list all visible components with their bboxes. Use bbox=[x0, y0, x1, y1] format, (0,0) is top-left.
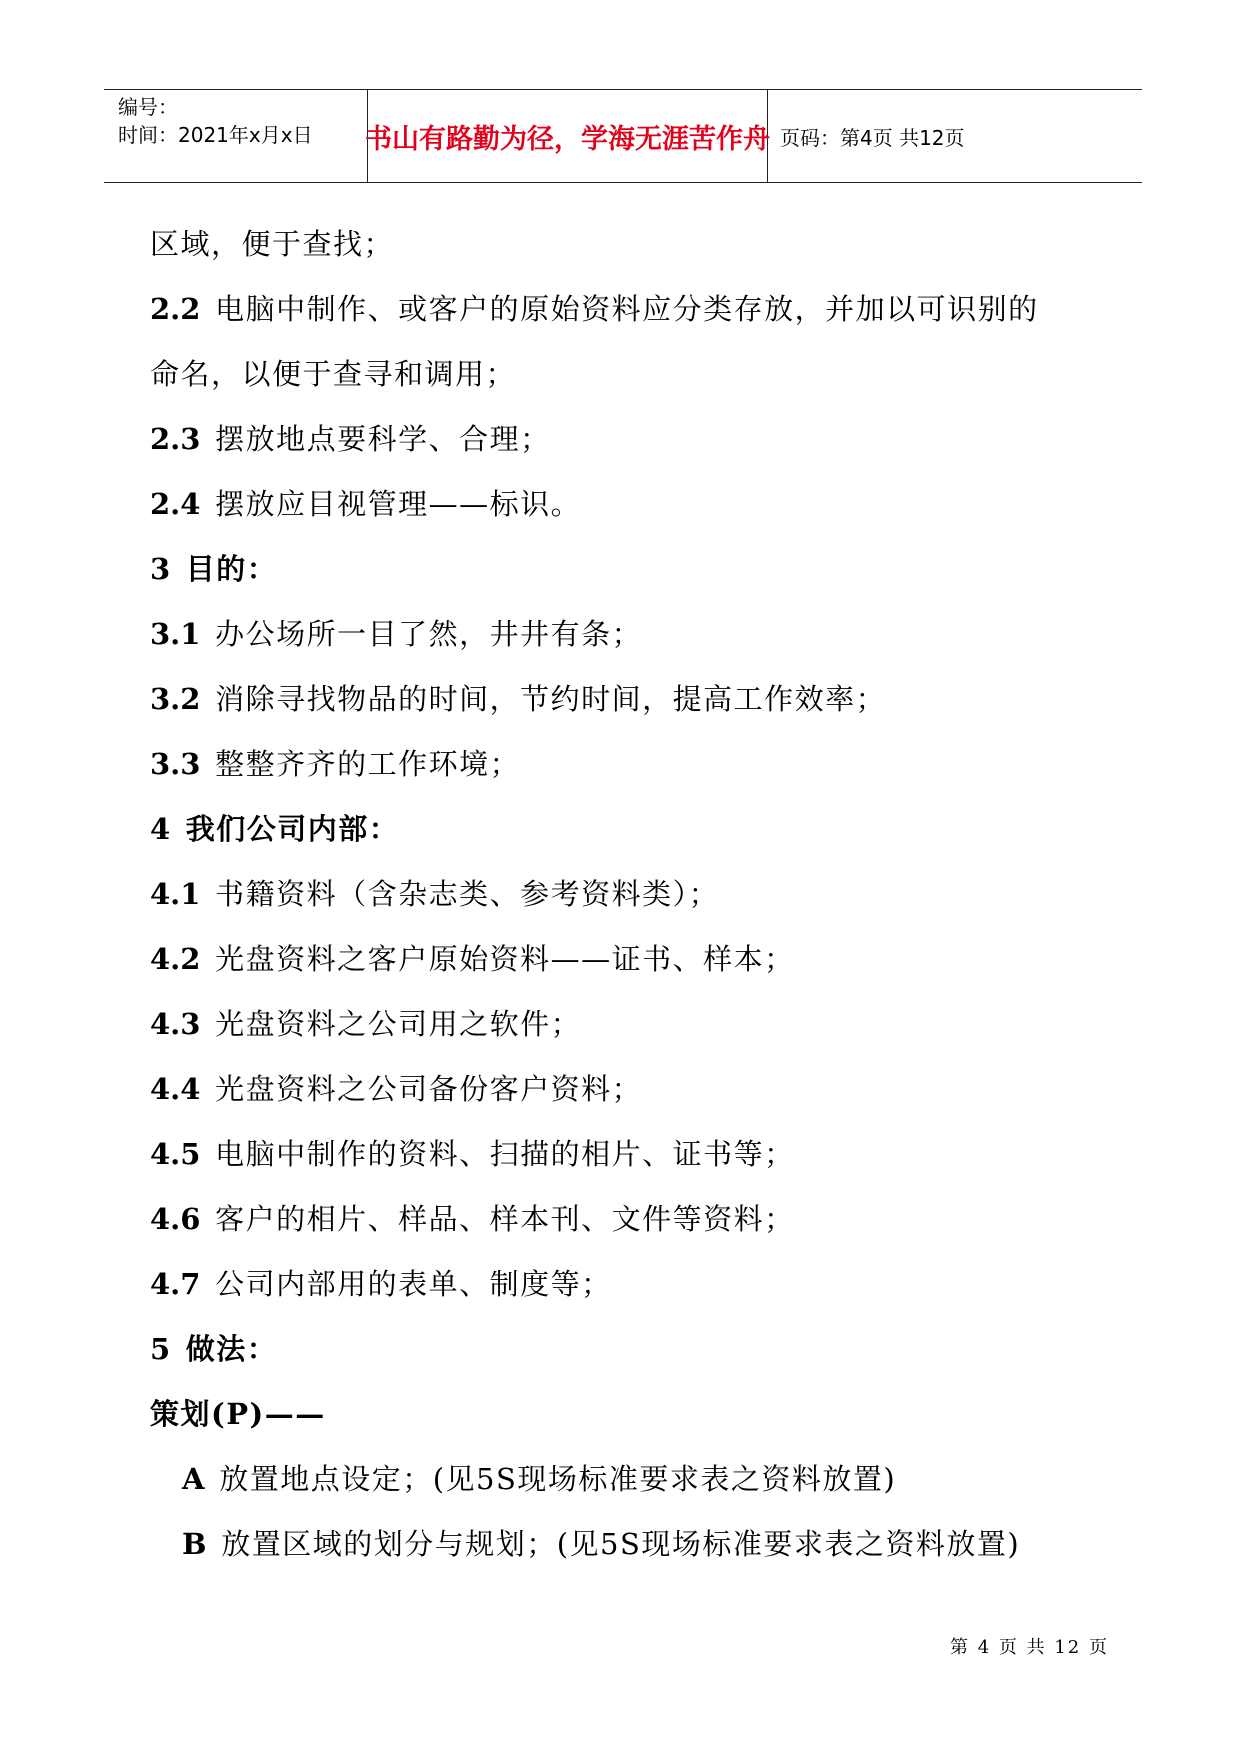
body-line bbox=[150, 927, 1110, 992]
item-number: 3.2 bbox=[150, 682, 201, 716]
section-title: 目的： bbox=[185, 552, 278, 586]
body-line bbox=[150, 1252, 1110, 1317]
page-header bbox=[104, 89, 1142, 183]
section-title: 我们公司内部： bbox=[185, 812, 400, 846]
body-line bbox=[150, 1122, 1110, 1187]
line-text: 电脑中制作的资料、扫描的相片、证书等； bbox=[215, 1137, 795, 1171]
line-text: 消除寻找物品的时间，节约时间，提高工作效率； bbox=[215, 682, 887, 716]
line-text: 光盘资料之公司备份客户资料； bbox=[215, 1072, 643, 1106]
line-text: 客户的相片、样品、样本刊、文件等资料； bbox=[215, 1202, 795, 1236]
body-line bbox=[150, 602, 1110, 667]
line-text: 办公场所一目了然，井井有条； bbox=[215, 617, 643, 651]
item-number: 4.1 bbox=[150, 877, 201, 911]
header-motto: 书山有路勤为径，学海无涯苦作舟 bbox=[368, 90, 768, 182]
item-number: 2.3 bbox=[150, 422, 201, 456]
body-line bbox=[150, 212, 1110, 277]
body-line bbox=[150, 342, 1110, 407]
subsection-heading bbox=[150, 1382, 1110, 1447]
number-label: 编号： bbox=[118, 95, 178, 119]
item-number: 4.6 bbox=[150, 1202, 201, 1236]
item-number: 3.3 bbox=[150, 747, 201, 781]
line-text: 光盘资料之公司用之软件； bbox=[215, 1007, 582, 1041]
item-number: 2.4 bbox=[150, 487, 201, 521]
body-line bbox=[150, 472, 1110, 537]
body-line bbox=[150, 277, 1110, 342]
section-number: 5 bbox=[150, 1332, 171, 1366]
section-title: 做法： bbox=[185, 1332, 278, 1366]
line-text: 放置区域的划分与规划；(见5S现场标准要求表之资料放置) bbox=[221, 1527, 1021, 1561]
section-heading bbox=[150, 537, 1110, 602]
line-text: 整整齐齐的工作环境； bbox=[215, 747, 521, 781]
item-letter: A bbox=[182, 1462, 205, 1496]
line-text: 公司内部用的表单、制度等； bbox=[215, 1267, 612, 1301]
body-line bbox=[150, 732, 1110, 797]
line-text: 区域，便于查找； bbox=[150, 227, 395, 261]
body-line bbox=[150, 407, 1110, 472]
item-number: 4.4 bbox=[150, 1072, 201, 1106]
item-number: 4.5 bbox=[150, 1137, 201, 1171]
section-number: 4 bbox=[150, 812, 171, 846]
line-text: 电脑中制作、或客户的原始资料应分类存放，并加以可识别的 bbox=[215, 292, 1039, 326]
body-line bbox=[150, 992, 1110, 1057]
section-number: 3 bbox=[150, 552, 171, 586]
item-number: 2.2 bbox=[150, 292, 201, 326]
section-heading bbox=[150, 797, 1110, 862]
body-line bbox=[150, 667, 1110, 732]
line-text: 摆放应目视管理——标识。 bbox=[215, 487, 582, 521]
line-text: 命名，以便于查寻和调用； bbox=[150, 357, 517, 391]
line-text: 光盘资料之客户原始资料——证书、样本； bbox=[215, 942, 795, 976]
item-number: 3.1 bbox=[150, 617, 201, 651]
subsection-title: 策划(P)—— bbox=[150, 1397, 326, 1431]
line-text: 放置地点设定；(见5S现场标准要求表之资料放置) bbox=[219, 1462, 897, 1496]
body-line bbox=[150, 862, 1110, 927]
item-number: 4.7 bbox=[150, 1267, 201, 1301]
body-line bbox=[150, 1447, 1110, 1512]
header-page-label: 页码：第4页 共12页 bbox=[780, 125, 965, 150]
body-line bbox=[150, 1187, 1110, 1252]
item-number: 4.2 bbox=[150, 942, 201, 976]
section-heading bbox=[150, 1317, 1110, 1382]
body-line bbox=[150, 1057, 1110, 1122]
page-footer: 第 4 页 共 12 页 bbox=[950, 1637, 1109, 1658]
document-body bbox=[150, 212, 1110, 1577]
item-number: 4.3 bbox=[150, 1007, 201, 1041]
line-text: 书籍资料（含杂志类、参考资料类）； bbox=[215, 877, 720, 911]
body-line bbox=[150, 1512, 1110, 1577]
line-text: 摆放地点要科学、合理； bbox=[215, 422, 551, 456]
header-meta bbox=[104, 90, 368, 182]
item-letter: B bbox=[182, 1527, 207, 1561]
time-label: 时间：2021年x月x日 bbox=[118, 123, 313, 147]
